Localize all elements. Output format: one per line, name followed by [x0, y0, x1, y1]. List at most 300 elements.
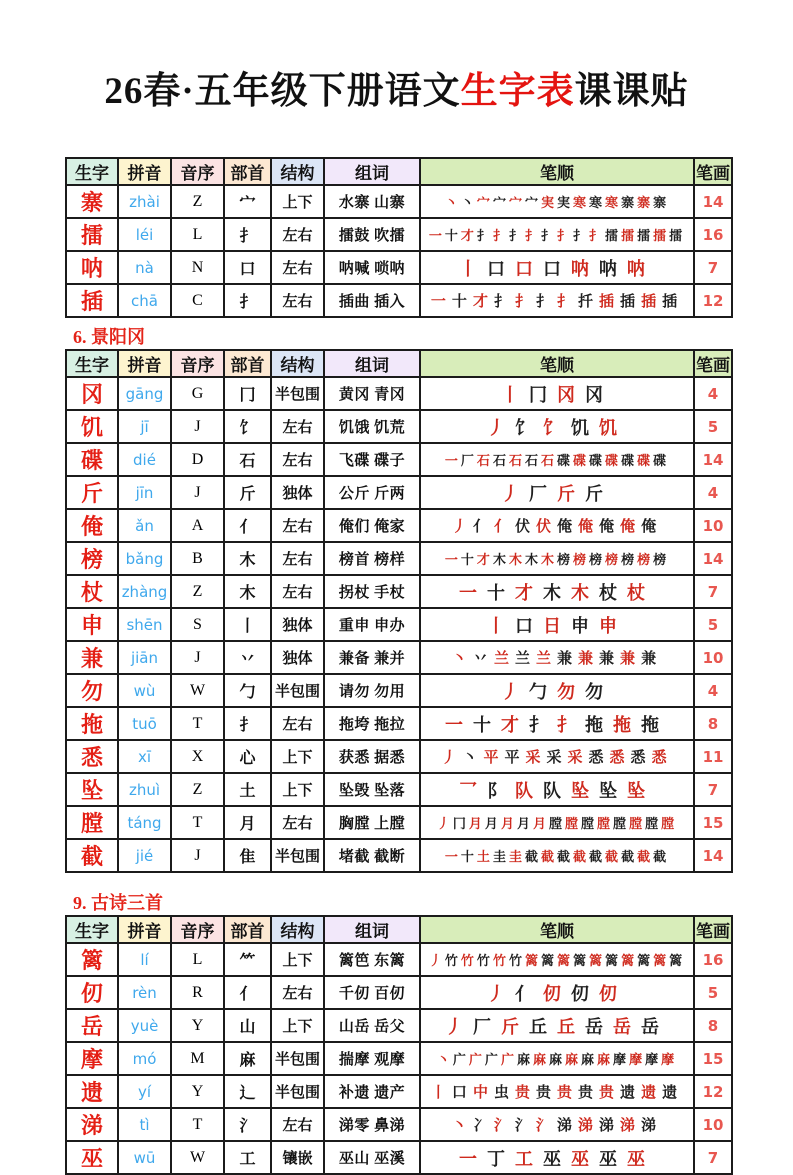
stroke-token: 饣 [543, 417, 561, 438]
stroke-token: 丶 [444, 194, 458, 210]
word-group-cell: 堵截 截断 [324, 839, 420, 872]
stroke-count-cell: 8 [694, 707, 732, 740]
new-character-cell: 截 [66, 839, 118, 872]
stroke-token: 截 [605, 848, 619, 864]
alphabetical-order-cell: S [171, 608, 224, 641]
stroke-token: 亻 [515, 983, 533, 1004]
stroke-token: 膛 [597, 815, 611, 831]
new-character-cell: 坠 [66, 773, 118, 806]
stroke-token: 篱 [589, 952, 603, 968]
stroke-count-cell: 12 [694, 1075, 732, 1108]
alphabetical-order-cell: N [171, 251, 224, 284]
structure-cell: 半包围 [271, 377, 324, 410]
table-row [66, 943, 732, 976]
stroke-token: 摩 [645, 1051, 659, 1067]
stroke-token: 麻 [597, 1051, 611, 1067]
radical-cell: 土 [224, 773, 271, 806]
stroke-token: 插 [662, 294, 678, 310]
stroke-count-cell: 5 [694, 976, 732, 1009]
stroke-token: 杖 [599, 582, 617, 603]
stroke-token: 十 [444, 227, 458, 243]
new-character-cell: 遗 [66, 1075, 118, 1108]
radical-cell: ⺮ [224, 943, 271, 976]
new-character-cell: 擂 [66, 218, 118, 251]
stroke-token: 口 [487, 258, 505, 279]
stroke-token: 竹 [476, 952, 490, 968]
stroke-token: 杖 [627, 582, 645, 603]
stroke-token: 兼 [578, 651, 594, 667]
stroke-count-cell: 7 [694, 575, 732, 608]
word-group-cell: 山岳 岳父 [324, 1009, 420, 1042]
new-character-cell: 俺 [66, 509, 118, 542]
stroke-token: 寒 [589, 194, 603, 210]
header-row [66, 916, 732, 943]
stroke-token: 坠 [571, 780, 589, 801]
stroke-token: 队 [515, 780, 533, 801]
section-label: 6. 景阳冈 [73, 327, 145, 347]
pinyin-cell: xī [118, 740, 171, 773]
stroke-count-cell: 12 [694, 284, 732, 317]
stroke-token: 竹 [508, 952, 522, 968]
stroke-token: 口 [515, 615, 533, 636]
stroke-token: 兰 [514, 651, 530, 667]
stroke-count-cell: 7 [694, 773, 732, 806]
stroke-order-cell [420, 218, 694, 251]
stroke-token: 俺 [620, 519, 636, 535]
stroke-token: 膛 [629, 815, 643, 831]
word-group-cell: 补遗 遗产 [324, 1075, 420, 1108]
stroke-token: 篱 [605, 952, 619, 968]
stroke-token: 丿 [487, 417, 505, 438]
alphabetical-order-cell: J [171, 476, 224, 509]
stroke-token: 兰 [493, 651, 509, 667]
stroke-token: 截 [573, 848, 587, 864]
pinyin-cell: jīn [118, 476, 171, 509]
stroke-token: 丶 [462, 750, 478, 766]
stroke-token: 寒 [573, 194, 587, 210]
structure-cell: 左右 [271, 575, 324, 608]
stroke-token: 贵 [557, 1085, 573, 1101]
stroke-count-cell: 14 [694, 839, 732, 872]
stroke-token: 岳 [641, 1016, 659, 1037]
new-character-cell: 榜 [66, 542, 118, 575]
table-row [66, 674, 732, 707]
structure-cell: 左右 [271, 443, 324, 476]
stroke-token: 广 [484, 1051, 498, 1067]
word-group-cell: 获悉 据悉 [324, 740, 420, 773]
stroke-token: 扌 [508, 227, 522, 243]
page-title [0, 60, 793, 114]
alphabetical-order-cell: L [171, 943, 224, 976]
stroke-token: 宀 [524, 194, 538, 210]
stroke-token: 斤 [501, 1016, 519, 1037]
stroke-token: 榜 [637, 551, 651, 567]
table-row [66, 641, 732, 674]
stroke-order-cell [420, 641, 694, 674]
stroke-token: 丁 [487, 1148, 505, 1169]
stroke-token: 篱 [573, 952, 587, 968]
stroke-token: 俺 [578, 519, 594, 535]
stroke-token: 麻 [565, 1051, 579, 1067]
word-group-cell: 飞碟 碟子 [324, 443, 420, 476]
stroke-token: 冂 [529, 384, 547, 405]
structure-cell: 镶嵌 [271, 1141, 324, 1174]
stroke-token: 丘 [529, 1016, 547, 1037]
stroke-token: 榜 [589, 551, 603, 567]
radical-cell: 亻 [224, 509, 271, 542]
stroke-count-cell: 10 [694, 509, 732, 542]
stroke-token: 巫 [599, 1148, 617, 1169]
word-group-cell: 黄冈 青冈 [324, 377, 420, 410]
stroke-token: 月 [516, 815, 530, 831]
stroke-count-cell: 14 [694, 443, 732, 476]
new-character-cell: 拖 [66, 707, 118, 740]
stroke-order-cell [420, 674, 694, 707]
stroke-token: 亻 [493, 519, 509, 535]
new-character-cell: 插 [66, 284, 118, 317]
pinyin-cell: rèn [118, 976, 171, 1009]
stroke-token: 兼 [599, 651, 615, 667]
stroke-token: 一 [428, 227, 442, 243]
new-character-cell: 仞 [66, 976, 118, 1009]
stroke-token: 寒 [605, 194, 619, 210]
stroke-token: 巫 [543, 1148, 561, 1169]
radical-cell: 宀 [224, 185, 271, 218]
word-group-cell: 俺们 俺家 [324, 509, 420, 542]
stroke-count-cell: 4 [694, 476, 732, 509]
stroke-token: 饥 [571, 417, 589, 438]
pinyin-cell: jiān [118, 641, 171, 674]
structure-cell: 独体 [271, 641, 324, 674]
stroke-token: 丨 [501, 384, 519, 405]
radical-cell: 扌 [224, 284, 271, 317]
stroke-token: 木 [524, 551, 538, 567]
column-header: 结构 [271, 916, 324, 943]
column-header: 笔顺 [420, 158, 694, 185]
structure-cell: 半包围 [271, 1075, 324, 1108]
stroke-order-cell [420, 542, 694, 575]
new-character-cell: 篱 [66, 943, 118, 976]
stroke-token: 俺 [641, 519, 657, 535]
stroke-token: 悉 [609, 750, 625, 766]
stroke-token: 榜 [621, 551, 635, 567]
stroke-token: 月 [468, 815, 482, 831]
stroke-order-cell [420, 1009, 694, 1042]
stroke-token: 插 [620, 294, 636, 310]
stroke-count-cell: 15 [694, 806, 732, 839]
stroke-token: 俺 [599, 519, 615, 535]
stroke-count-cell: 8 [694, 1009, 732, 1042]
alphabetical-order-cell: B [171, 542, 224, 575]
structure-cell: 左右 [271, 806, 324, 839]
radical-cell: 木 [224, 575, 271, 608]
stroke-token: 一 [430, 294, 446, 310]
stroke-token: 丘 [557, 1016, 575, 1037]
stroke-token: 丷 [472, 651, 488, 667]
column-header: 结构 [271, 158, 324, 185]
column-header: 生字 [66, 158, 118, 185]
stroke-token: 截 [524, 848, 538, 864]
column-header: 拼音 [118, 350, 171, 377]
stroke-token: 擂 [637, 227, 651, 243]
stroke-token: 丨 [459, 258, 477, 279]
stroke-token: 伏 [535, 519, 551, 535]
title-highlight: 生字表 [460, 71, 575, 112]
radical-cell: 山 [224, 1009, 271, 1042]
alphabetical-order-cell: W [171, 674, 224, 707]
stroke-token: 膛 [565, 815, 579, 831]
stroke-order-cell [420, 377, 694, 410]
pinyin-cell: lí [118, 943, 171, 976]
stroke-token: 仞 [543, 983, 561, 1004]
title-suffix: 课课贴 [574, 71, 689, 112]
stroke-token: 斤 [557, 483, 575, 504]
stroke-token: 扌 [589, 227, 603, 243]
stroke-token: 悉 [588, 750, 604, 766]
structure-cell: 上下 [271, 773, 324, 806]
word-group-cell: 水寨 山寨 [324, 185, 420, 218]
word-group-cell: 拖垮 拖拉 [324, 707, 420, 740]
radical-cell: 辶 [224, 1075, 271, 1108]
stroke-token: 拖 [585, 714, 603, 735]
pinyin-cell: wū [118, 1141, 171, 1174]
stroke-token: 仞 [571, 983, 589, 1004]
stroke-token: 兼 [641, 651, 657, 667]
stroke-token: 斤 [585, 483, 603, 504]
stroke-token: 才 [501, 714, 519, 735]
radical-cell: 丨 [224, 608, 271, 641]
stroke-token: 仞 [599, 983, 617, 1004]
column-header: 生字 [66, 350, 118, 377]
stroke-token: 乛 [459, 780, 477, 801]
stroke-token: 摩 [613, 1051, 627, 1067]
stroke-token: 厂 [460, 452, 474, 468]
stroke-token: 广 [468, 1051, 482, 1067]
stroke-token: 采 [525, 750, 541, 766]
radical-cell: 心 [224, 740, 271, 773]
stroke-token: 丶 [451, 651, 467, 667]
alphabetical-order-cell: Z [171, 575, 224, 608]
stroke-token: 竹 [444, 952, 458, 968]
structure-cell: 左右 [271, 284, 324, 317]
stroke-token: 麻 [581, 1051, 595, 1067]
stroke-order-cell [420, 575, 694, 608]
vocab-table-2 [65, 349, 733, 873]
stroke-token: 丿 [445, 1016, 463, 1037]
stroke-order-cell [420, 976, 694, 1009]
stroke-order-cell [420, 839, 694, 872]
stroke-count-cell: 16 [694, 218, 732, 251]
stroke-token: 麻 [532, 1051, 546, 1067]
pinyin-cell: jié [118, 839, 171, 872]
stroke-token: 虫 [493, 1085, 509, 1101]
stroke-token: 伏 [514, 519, 530, 535]
stroke-token: 碟 [621, 452, 635, 468]
new-character-cell: 冈 [66, 377, 118, 410]
stroke-token: 岳 [585, 1016, 603, 1037]
stroke-token: 丿 [451, 519, 467, 535]
stroke-token: 丿 [436, 815, 450, 831]
stroke-token: 贵 [599, 1085, 615, 1101]
table-row [66, 773, 732, 806]
word-group-cell: 饥饿 饥荒 [324, 410, 420, 443]
new-character-cell: 勿 [66, 674, 118, 707]
new-character-cell: 摩 [66, 1042, 118, 1075]
stroke-token: 碟 [653, 452, 667, 468]
new-character-cell: 呐 [66, 251, 118, 284]
stroke-token: 丿 [441, 750, 457, 766]
word-group-cell: 兼备 兼并 [324, 641, 420, 674]
table-row [66, 740, 732, 773]
stroke-token: 氵 [493, 1118, 509, 1134]
table-row [66, 1042, 732, 1075]
stroke-token: 寨 [621, 194, 635, 210]
alphabetical-order-cell: Z [171, 185, 224, 218]
column-header: 生字 [66, 916, 118, 943]
stroke-token: 插 [599, 294, 615, 310]
stroke-token: 口 [543, 258, 561, 279]
pinyin-cell: bǎng [118, 542, 171, 575]
new-character-cell: 饥 [66, 410, 118, 443]
stroke-token: 涕 [599, 1118, 615, 1134]
stroke-order-cell [420, 284, 694, 317]
stroke-token: 申 [599, 615, 617, 636]
alphabetical-order-cell: J [171, 410, 224, 443]
stroke-token: 摩 [629, 1051, 643, 1067]
stroke-token: 丶 [436, 1051, 450, 1067]
alphabetical-order-cell: X [171, 740, 224, 773]
column-header: 音序 [171, 916, 224, 943]
alphabetical-order-cell: T [171, 1108, 224, 1141]
radical-cell: 口 [224, 251, 271, 284]
column-header: 部首 [224, 916, 271, 943]
stroke-token: 一 [444, 551, 458, 567]
stroke-token: 丿 [428, 952, 442, 968]
pinyin-cell: zhuì [118, 773, 171, 806]
stroke-token: 阝 [487, 780, 505, 801]
table-row [66, 251, 732, 284]
structure-cell: 半包围 [271, 674, 324, 707]
stroke-count-cell: 7 [694, 1141, 732, 1174]
stroke-order-cell [420, 608, 694, 641]
stroke-token: 广 [500, 1051, 514, 1067]
pinyin-cell: yí [118, 1075, 171, 1108]
stroke-token: 扌 [557, 227, 571, 243]
word-group-cell: 公斤 斤两 [324, 476, 420, 509]
structure-cell: 左右 [271, 542, 324, 575]
stroke-token: 扌 [573, 227, 587, 243]
stroke-token: 扌 [476, 227, 490, 243]
alphabetical-order-cell: R [171, 976, 224, 1009]
stroke-token: 氵 [514, 1118, 530, 1134]
new-character-cell: 涕 [66, 1108, 118, 1141]
radical-cell: 木 [224, 542, 271, 575]
stroke-token: 截 [557, 848, 571, 864]
stroke-token: 扌 [557, 714, 575, 735]
table-row [66, 377, 732, 410]
radical-cell: 石 [224, 443, 271, 476]
pinyin-cell: ǎn [118, 509, 171, 542]
stroke-token: 氵 [535, 1118, 551, 1134]
stroke-token: 擂 [605, 227, 619, 243]
table-row [66, 509, 732, 542]
stroke-token: 截 [621, 848, 635, 864]
stroke-token: 竹 [492, 952, 506, 968]
stroke-count-cell: 14 [694, 185, 732, 218]
word-group-cell: 插曲 插入 [324, 284, 420, 317]
table-row [66, 1075, 732, 1108]
word-group-cell: 榜首 榜样 [324, 542, 420, 575]
stroke-token: 饥 [599, 417, 617, 438]
pinyin-cell: wù [118, 674, 171, 707]
stroke-token: 截 [637, 848, 651, 864]
radical-cell: 饣 [224, 410, 271, 443]
stroke-token: 十 [473, 714, 491, 735]
stroke-token: 膛 [548, 815, 562, 831]
structure-cell: 半包围 [271, 1042, 324, 1075]
structure-cell: 上下 [271, 1009, 324, 1042]
table-row [66, 608, 732, 641]
word-group-cell: 坠毁 坠落 [324, 773, 420, 806]
column-header: 组词 [324, 350, 420, 377]
stroke-token: 石 [540, 452, 554, 468]
new-character-cell: 岳 [66, 1009, 118, 1042]
stroke-token: 冈 [585, 384, 603, 405]
stroke-token: 厂 [473, 1016, 491, 1037]
stroke-token: 悉 [651, 750, 667, 766]
structure-cell: 左右 [271, 707, 324, 740]
stroke-token: 篱 [653, 952, 667, 968]
stroke-token: 扌 [540, 227, 554, 243]
stroke-token: 碟 [605, 452, 619, 468]
stroke-token: 擂 [653, 227, 667, 243]
stroke-token: 中 [472, 1085, 488, 1101]
stroke-token: 篱 [557, 952, 571, 968]
stroke-token: 石 [476, 452, 490, 468]
stroke-token: 篱 [637, 952, 651, 968]
radical-cell: 勹 [224, 674, 271, 707]
stroke-token: 才 [460, 227, 474, 243]
stroke-token: 榜 [557, 551, 571, 567]
new-character-cell: 申 [66, 608, 118, 641]
structure-cell: 上下 [271, 943, 324, 976]
table-row [66, 1108, 732, 1141]
vocab-table-3 [65, 915, 733, 1175]
stroke-order-cell [420, 740, 694, 773]
header-row [66, 158, 732, 185]
radical-cell: 氵 [224, 1108, 271, 1141]
alphabetical-order-cell: J [171, 641, 224, 674]
stroke-token: 丿 [487, 983, 505, 1004]
structure-cell: 独体 [271, 476, 324, 509]
stroke-token: 采 [567, 750, 583, 766]
stroke-order-cell [420, 943, 694, 976]
stroke-token: 一 [444, 452, 458, 468]
stroke-token: 扌 [514, 294, 530, 310]
word-group-cell: 涕零 鼻涕 [324, 1108, 420, 1141]
new-character-cell: 巫 [66, 1141, 118, 1174]
alphabetical-order-cell: D [171, 443, 224, 476]
stroke-token: 涕 [620, 1118, 636, 1134]
stroke-token: 石 [524, 452, 538, 468]
stroke-token: 亻 [472, 519, 488, 535]
stroke-token: 寨 [637, 194, 651, 210]
vocab-table-1 [65, 157, 733, 318]
stroke-token: 岳 [613, 1016, 631, 1037]
stroke-order-cell [420, 1075, 694, 1108]
word-group-cell: 胸膛 上膛 [324, 806, 420, 839]
stroke-token: 俺 [557, 519, 573, 535]
